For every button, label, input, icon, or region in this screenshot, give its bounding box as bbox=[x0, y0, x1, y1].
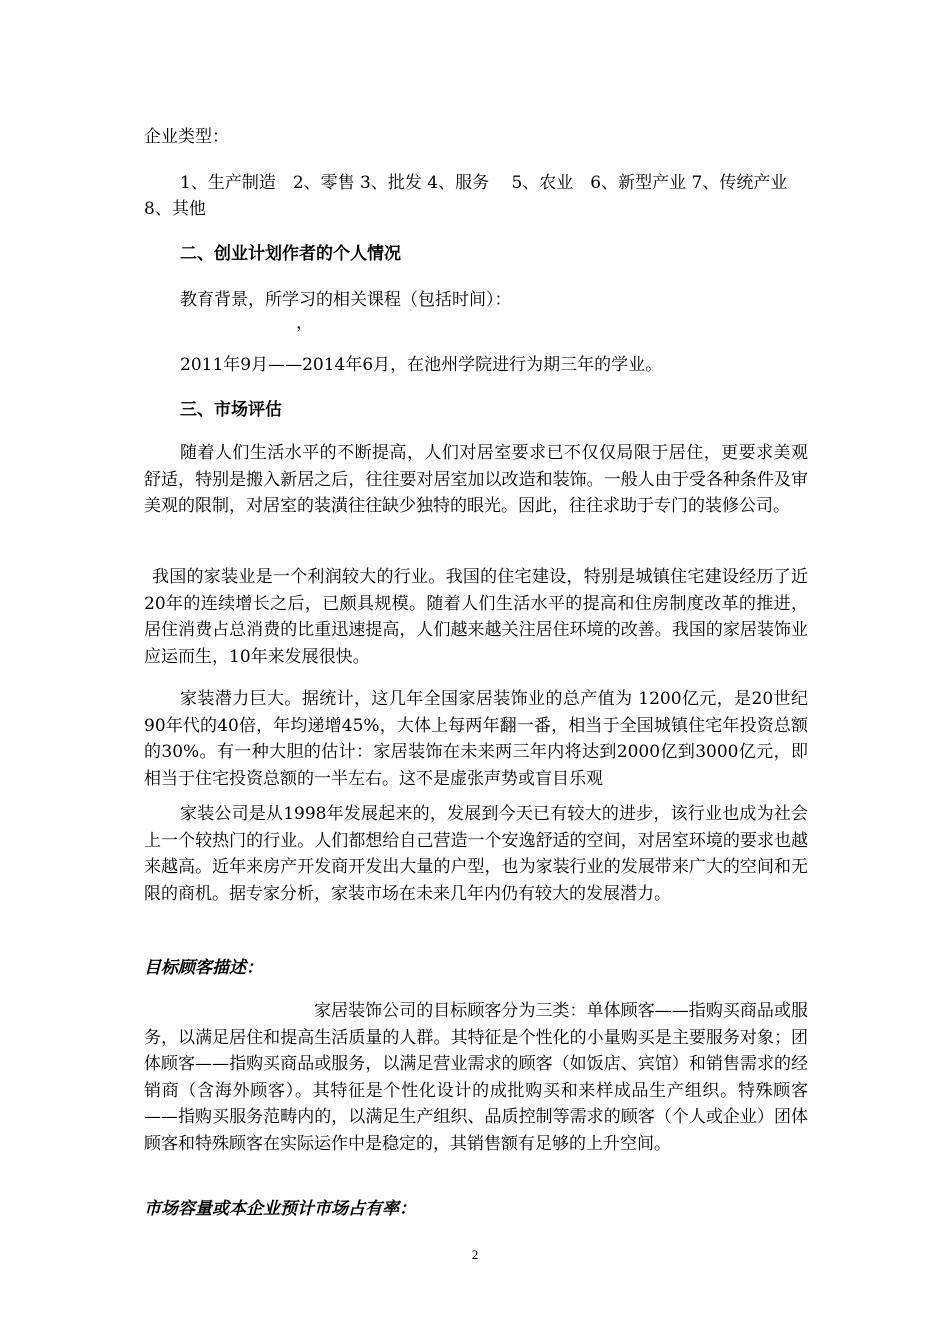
education-detail: 2011年9月——2014年6月，在池州学院进行为期三年的学业。 bbox=[180, 355, 663, 375]
education-label: 教育背景，所学习的相关课程（包括时间）： bbox=[180, 290, 512, 310]
stray-comma: ， bbox=[296, 313, 313, 333]
section2-heading: 二、创业计划作者的个人情况 bbox=[180, 244, 401, 264]
section3-heading: 三、市场评估 bbox=[180, 400, 282, 420]
market-paragraph-1: 随着人们生活水平的不断提高，人们对居室要求已不仅仅局限于居住，更要求美观舒适，特别是搬入新居之后，往往要对居室加以改造和装饰。一般人由于受各种条件及审美观的限制，对居室的装潢往往缺少独特的眼光。因此，往往求助于专门的装修公司。 bbox=[144, 443, 808, 516]
target-customers-heading: 目标顾客描述： bbox=[144, 958, 263, 978]
target-customers-text: 家居装饰公司的目标顾客分为三类：单体顾客——指购买商品或服务，以满足居住和提高生活质量的人群。其特征是个性化的小量购买是主要服务对象；团体顾客——指购买商品或服务，以满足营业需求的顾客（如饭店、宾馆）和销售需求的经销商（含海外顾客）。其特征是个性化设计的成批购买和来样成品生产组织。特殊顾客——指购买服务范畴内的，以满足生产组织、品质控制等需求的顾客（个人或企业）团体顾客和特殊顾客在实际运作中是稳定的，其销售额有足够的上升空间。 bbox=[144, 1001, 808, 1154]
enterprise-type-options-cont: 8、其他 bbox=[144, 199, 206, 219]
market-paragraph-2: 我国的家装业是一个利润较大的行业。我国的住宅建设，特别是城镇住宅建设经历了近20年的连续增长之后，已颇具规模。随着人们生活水平的提高和住房制度改革的推进，居住消费占总消费的比重迅速提高，人们越来越关注居住环境的改善。我国的家居装饰业应运而生，10年来发展很快。 bbox=[144, 567, 808, 667]
page-number: 2 bbox=[471, 1247, 479, 1262]
enterprise-type-label: 企业类型： bbox=[144, 127, 229, 147]
market-paragraph-3: 家装潜力巨大。据统计，这几年全国家居装饰业的总产值为 1200亿元，是20世纪90年代的40倍，年均递增45%，大体上每两年翻一番，相当于全国城镇住宅年投资总额的30%。有一种大胆的估计：家居装饰在未来两三年内将达到2000亿到3000亿元，即相当于住宅投资总额的一半左右。这不是虚张声势或盲目乐观 bbox=[144, 689, 808, 789]
market-share-heading: 市场容量或本企业预计市场占有率： bbox=[144, 1199, 416, 1219]
market-paragraph-4: 家装公司是从1998年发展起来的，发展到今天已有较大的进步，该行业也成为社会上一个较热门的行业。人们都想给自己营造一个安逸舒适的空间，对居室环境的要求也越来越高。近年来房产开发商开发出大量的户型，也为家装行业的发展带来广大的空间和无限的商机。据专家分析，家装市场在未来几年内仍有较大的发展潜力。 bbox=[144, 804, 808, 904]
enterprise-type-options: 1、生产制造 2、零售 3、批发 4、服务 5、农业 6、新型产业 7、传统产业 bbox=[180, 173, 788, 193]
